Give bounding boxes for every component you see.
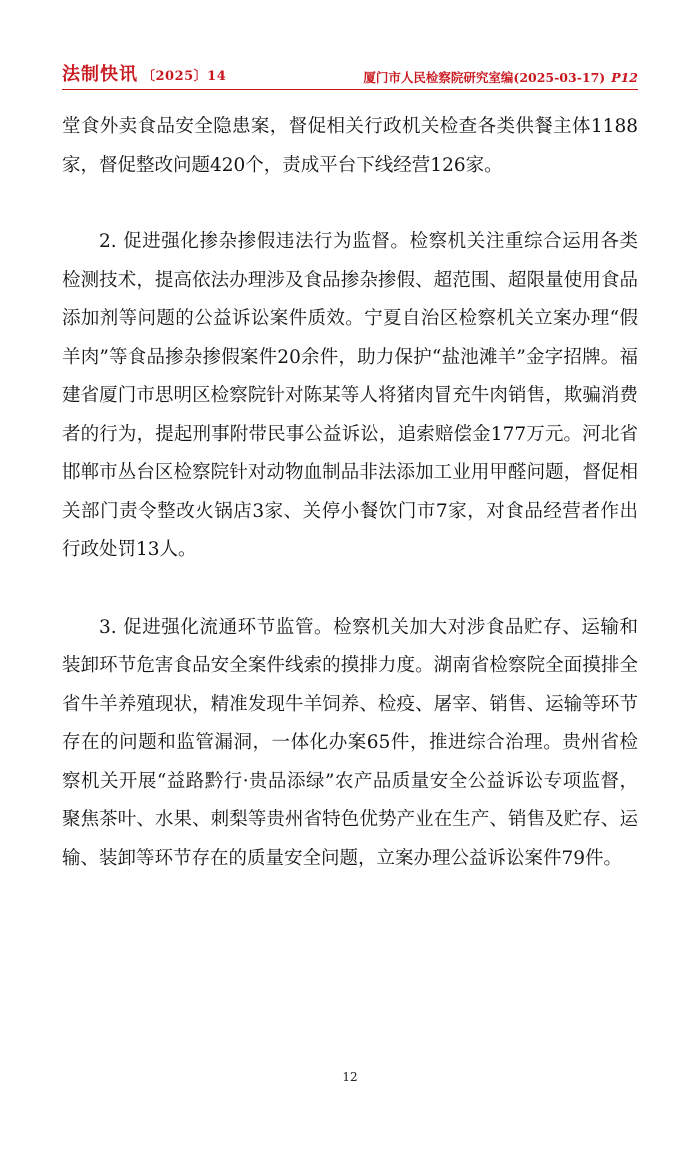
paragraph-continuation: 堂食外卖食品安全隐患案，督促相关行政机关检查各类供餐主体1188家，督促整改问题420个，责成平台下线经营126家。 bbox=[62, 116, 638, 176]
page-header bbox=[62, 62, 638, 86]
document-body bbox=[62, 108, 638, 878]
publication-title: 法制快讯 bbox=[62, 64, 138, 85]
paragraph-spacer bbox=[62, 185, 638, 223]
header-left bbox=[62, 60, 226, 86]
issue-number: 〔2025〕14 bbox=[142, 69, 227, 84]
editor-line: 厦门市人民检察院研究室编(2025-03-17) bbox=[363, 70, 606, 85]
paragraph-item-2: 2. 促进强化掺杂掺假违法行为监督。检察机关注重综合运用各类检测技术，提高依法办理涉及食品掺杂掺假、超范围、超限量使用食品添加剂等问题的公益诉讼案件质效。宁夏自治区检察机关立案办理“假羊肉”等食品掺杂掺假案件20余件，助力保护“盐池滩羊”金字招牌。福建省厦门市思明区检察院针对陈某等人将猪肉冒充牛肉销售，欺骗消费者的行为，提起刑事附带民事公益诉讼，追索赔偿金177万元。河北省邯郸市丛台区检察院针对动物血制品非法添加工业用甲醛问题，督促相关部门责令整改火锅店3家、关停小餐饮门市7家，对食品经营者作出行政处罚13人。 bbox=[62, 231, 638, 560]
header-right bbox=[363, 68, 638, 86]
paragraph-spacer bbox=[62, 570, 638, 609]
page-tag: P12 bbox=[611, 70, 638, 85]
page-number: 12 bbox=[342, 1070, 358, 1084]
paragraph-item-3: 3. 促进强化流通环节监管。检察机关加大对涉食品贮存、运输和装卸环节危害食品安全案件线索的摸排力度。湖南省检察院全面摸排全省牛羊养殖现状，精准发现牛羊饲养、检疫、屠宰、销售、运输等环节存在的问题和监管漏洞，一体化办案65件，推进综合治理。贵州省检察机关开展“益路黔行·贵品添绿”农产品质量安全公益诉讼专项监督，聚焦茶叶、水果、刺梨等贵州省特色优势产业在生产、销售及贮存、运输、装卸等环节存在的质量安全问题，立案办理公益诉讼案件79件。 bbox=[62, 616, 638, 869]
header-rule bbox=[62, 89, 638, 90]
